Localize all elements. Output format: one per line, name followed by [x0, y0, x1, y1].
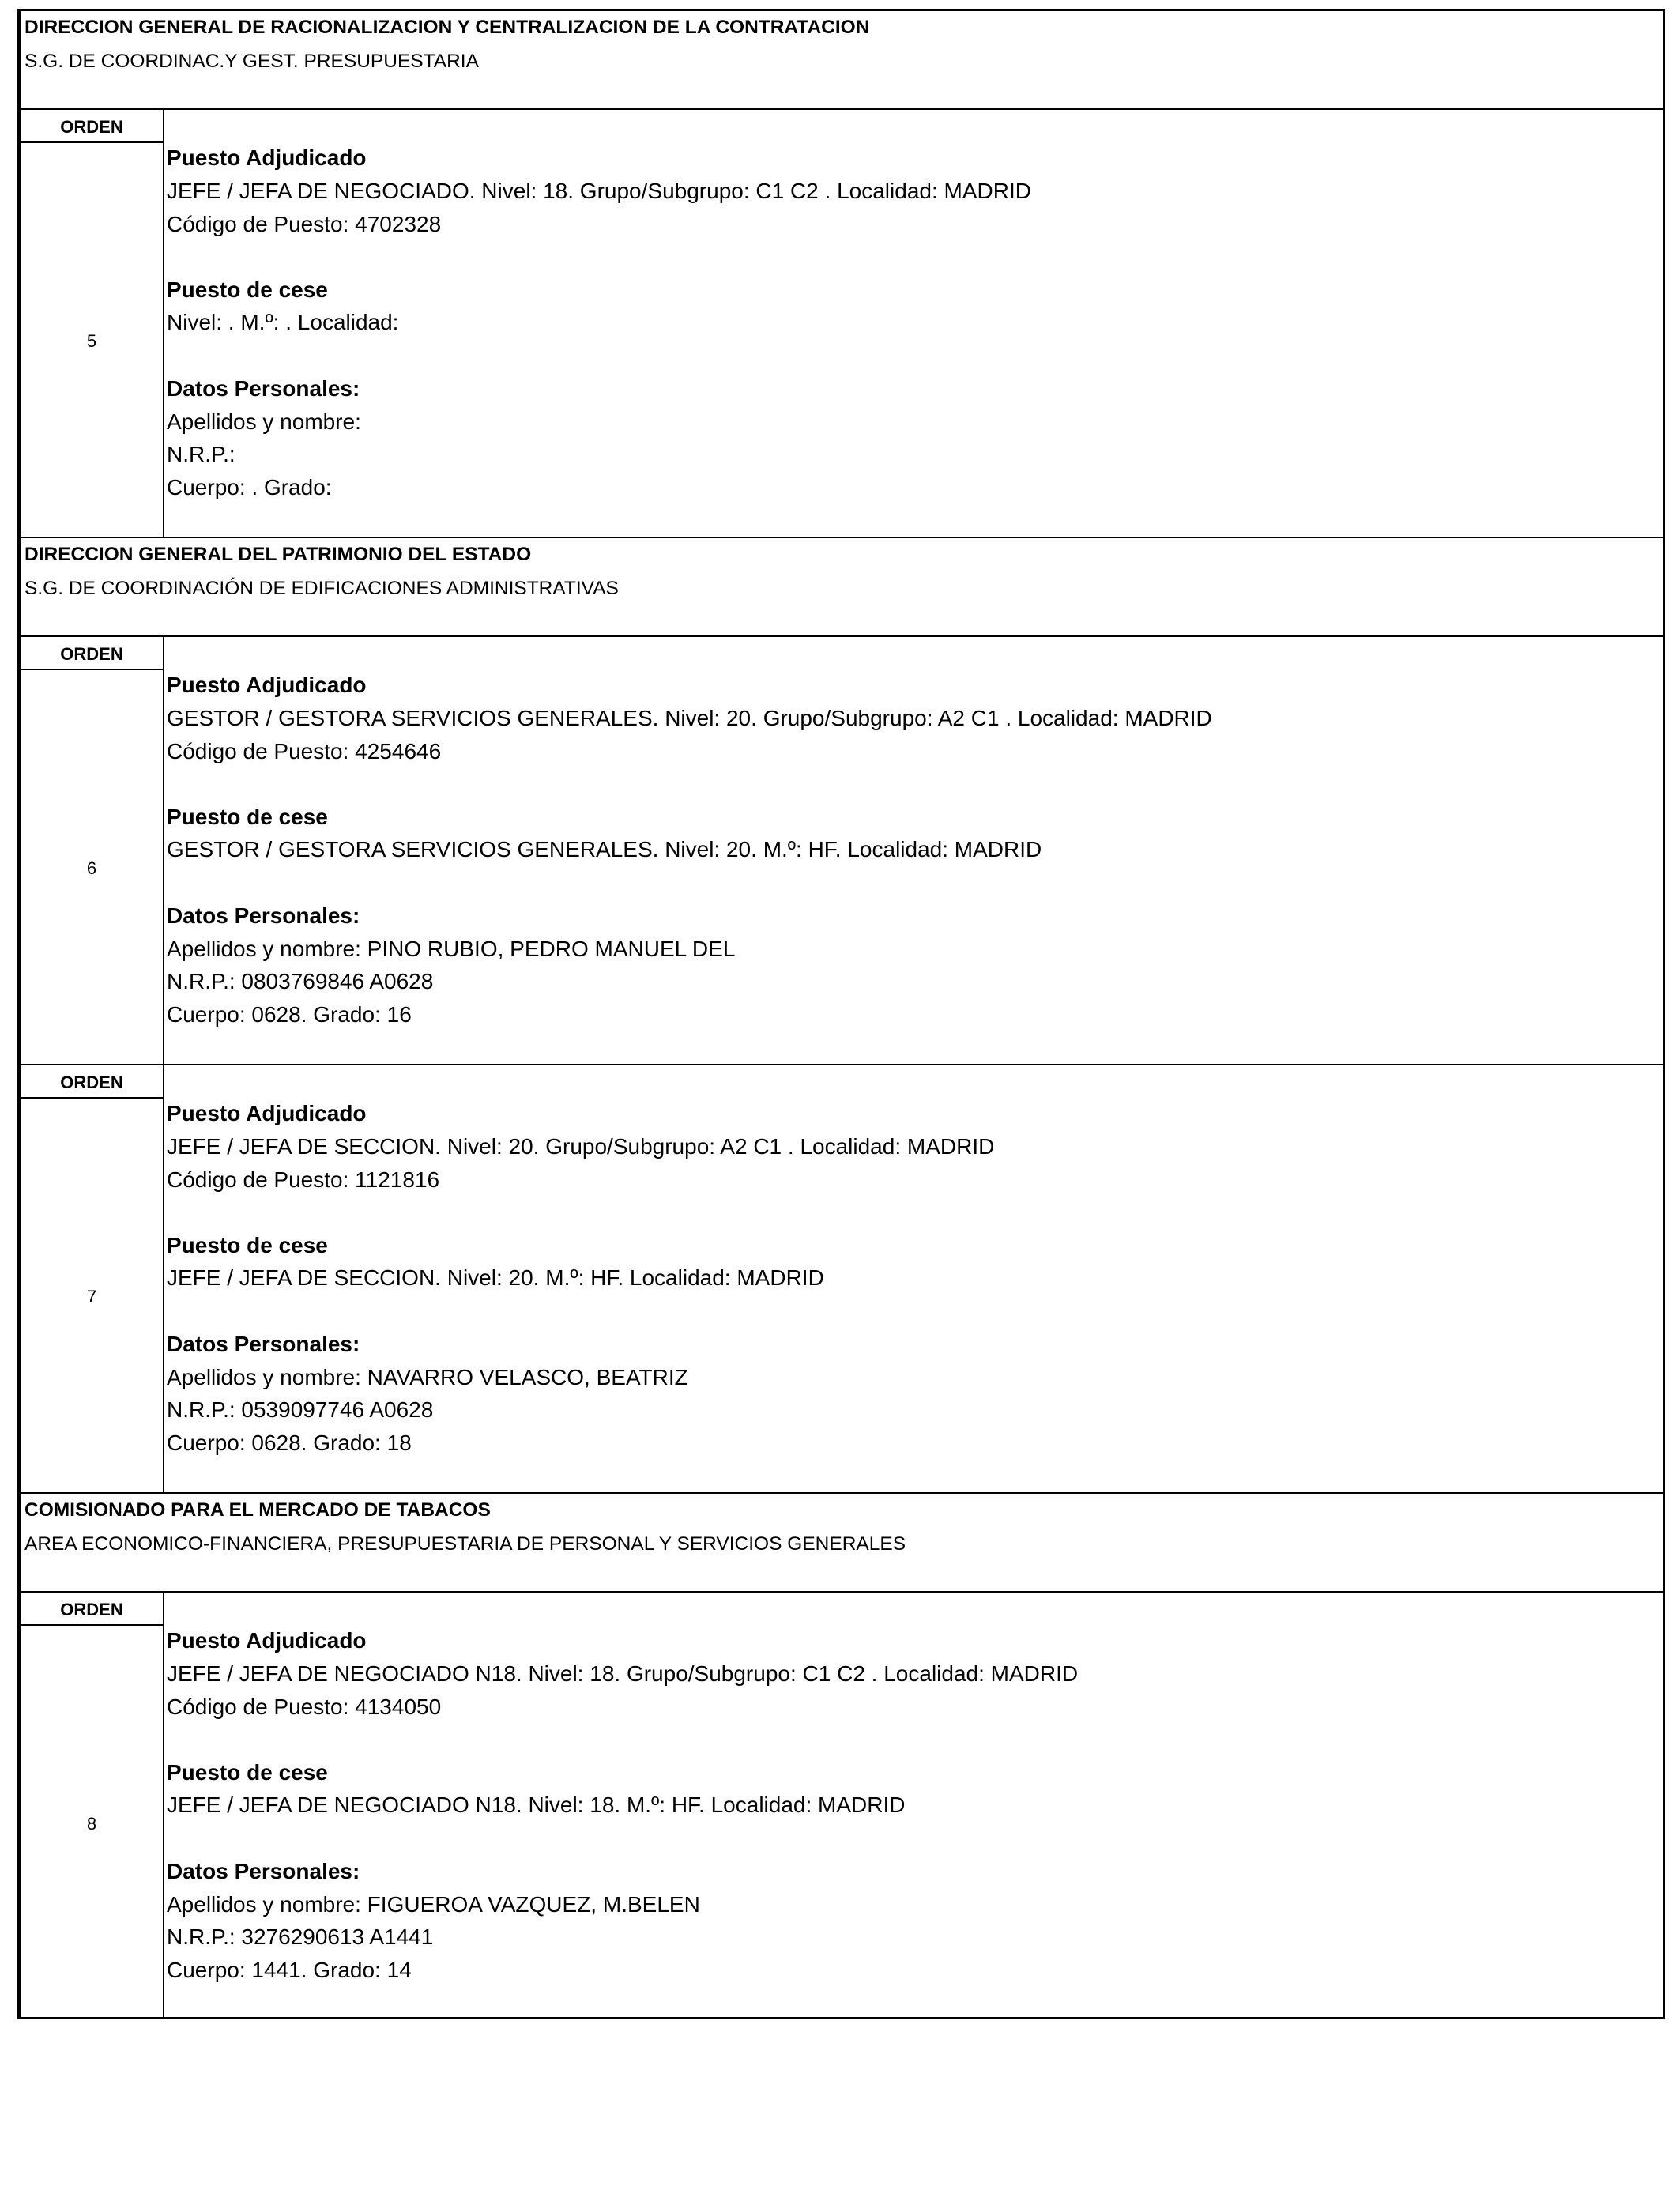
datos-personales-label: Datos Personales: [167, 903, 360, 928]
nrp: N.R.P.: 3276290613 A1441 [167, 1924, 434, 1949]
apellidos-nombre: Apellidos y nombre: [167, 409, 361, 434]
puesto-adjudicado-value: JEFE / JEFA DE SECCION. Nivel: 20. Grupo/Subgrupo: A2 C1 . Localidad: MADRID [167, 1134, 995, 1159]
entry-details [167, 637, 1663, 1064]
orden-number: 6 [86, 858, 97, 878]
cuerpo-grado: Cuerpo: 0628. Grado: 18 [167, 1431, 412, 1455]
cuerpo-grado: Cuerpo: 1441. Grado: 14 [167, 1958, 412, 1982]
puesto-cese-value: GESTOR / GESTORA SERVICIOS GENERALES. Nivel: 20. M.º: HF. Localidad: MADRID [167, 837, 1042, 861]
table-row [21, 1065, 1663, 1494]
datos-personales-label: Datos Personales: [167, 376, 360, 401]
nrp: N.R.P.: 0803769846 A0628 [167, 969, 434, 993]
codigo-puesto: Código de Puesto: 4134050 [167, 1695, 442, 1719]
codigo-puesto: Código de Puesto: 4702328 [167, 212, 442, 236]
puesto-adjudicado-label: Puesto Adjudicado [167, 1628, 367, 1653]
section-header [21, 538, 1663, 637]
entry-details [167, 1593, 1663, 2017]
puesto-cese-label: Puesto de cese [167, 1760, 328, 1785]
orden-column [21, 1593, 164, 2017]
puesto-cese-value: JEFE / JEFA DE NEGOCIADO N18. Nivel: 18. M.º: HF. Localidad: MADRID [167, 1793, 906, 1817]
puesto-adjudicado-label: Puesto Adjudicado [167, 673, 367, 697]
section-subtitle: S.G. DE COORDINAC.Y GEST. PRESUPUESTARIA [24, 51, 479, 72]
table-row [21, 110, 1663, 538]
apellidos-nombre: Apellidos y nombre: PINO RUBIO, PEDRO MANUEL DEL [167, 937, 736, 961]
section-header [21, 11, 1663, 110]
orden-label: ORDEN [21, 110, 163, 143]
nrp: N.R.P.: 0539097746 A0628 [167, 1397, 434, 1422]
apellidos-nombre: Apellidos y nombre: FIGUEROA VAZQUEZ, M.BELEN [167, 1892, 700, 1917]
section-title: DIRECCION GENERAL DE RACIONALIZACION Y CENTRALIZACION DE LA CONTRATACION [24, 17, 870, 38]
puesto-adjudicado-value: JEFE / JEFA DE NEGOCIADO N18. Nivel: 18. Grupo/Subgrupo: C1 C2 . Localidad: MADRID [167, 1661, 1079, 1686]
section-header [21, 1494, 1663, 1593]
entry-details [167, 1065, 1663, 1492]
orden-number: 8 [86, 1814, 97, 1834]
section-subtitle: S.G. DE COORDINACIÓN DE EDIFICACIONES ADMINISTRATIVAS [24, 578, 619, 599]
table-row [21, 637, 1663, 1065]
puesto-adjudicado-value: GESTOR / GESTORA SERVICIOS GENERALES. Nivel: 20. Grupo/Subgrupo: A2 C1 . Localidad: MADRID [167, 706, 1212, 730]
orden-column [21, 637, 164, 1064]
entry-details [167, 110, 1663, 537]
datos-personales-label: Datos Personales: [167, 1332, 360, 1356]
section-title: COMISIONADO PARA EL MERCADO DE TABACOS [24, 1499, 491, 1521]
cuerpo-grado: Cuerpo: 0628. Grado: 16 [167, 1002, 412, 1027]
puesto-cese-label: Puesto de cese [167, 277, 328, 302]
puesto-adjudicado-value: JEFE / JEFA DE NEGOCIADO. Nivel: 18. Grupo/Subgrupo: C1 C2 . Localidad: MADRID [167, 179, 1031, 203]
orden-label: ORDEN [21, 1065, 163, 1099]
cuerpo-grado: Cuerpo: . Grado: [167, 475, 332, 499]
orden-number: 7 [86, 1287, 97, 1306]
orden-column [21, 110, 164, 537]
datos-personales-label: Datos Personales: [167, 1859, 360, 1883]
orden-column [21, 1065, 164, 1492]
puesto-adjudicado-label: Puesto Adjudicado [167, 145, 367, 170]
puesto-cese-label: Puesto de cese [167, 1233, 328, 1257]
table-row [21, 1593, 1663, 2017]
orden-label: ORDEN [21, 1593, 163, 1626]
puesto-cese-label: Puesto de cese [167, 805, 328, 829]
apellidos-nombre: Apellidos y nombre: NAVARRO VELASCO, BEATRIZ [167, 1365, 688, 1389]
codigo-puesto: Código de Puesto: 1121816 [167, 1167, 440, 1192]
orden-number: 5 [86, 331, 97, 351]
puesto-adjudicado-label: Puesto Adjudicado [167, 1101, 367, 1125]
codigo-puesto: Código de Puesto: 4254646 [167, 739, 442, 763]
section-subtitle: AREA ECONOMICO-FINANCIERA, PRESUPUESTARIA DE PERSONAL Y SERVICIOS GENERALES [24, 1533, 906, 1555]
section-title: DIRECCION GENERAL DEL PATRIMONIO DEL ESTADO [24, 544, 532, 565]
resolution-table [17, 9, 1665, 2019]
puesto-cese-value: Nivel: . M.º: . Localidad: [167, 310, 399, 334]
nrp: N.R.P.: [167, 442, 235, 466]
orden-label: ORDEN [21, 637, 163, 670]
puesto-cese-value: JEFE / JEFA DE SECCION. Nivel: 20. M.º: HF. Localidad: MADRID [167, 1265, 824, 1290]
